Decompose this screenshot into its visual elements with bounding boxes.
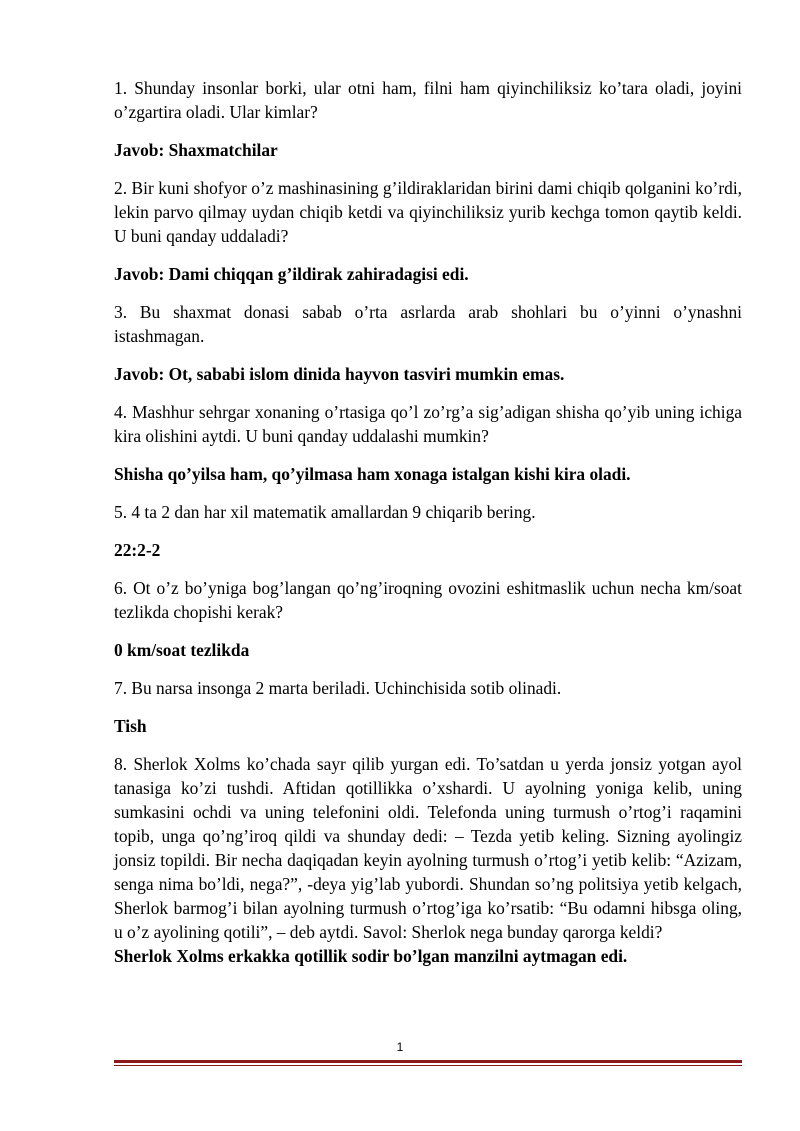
answer-8: Sherlok Xolms erkakka qotillik sodir bo’lgan manzilni aytmagan edi.: [114, 946, 628, 966]
document-body: [114, 76, 742, 968]
answer-3: Javob: Ot, sababi islom dinida hayvon tasviri mumkin emas.: [114, 364, 565, 384]
answer-5: 22:2-2: [114, 540, 161, 560]
answer-6: 0 km/soat tezlikda: [114, 640, 250, 660]
paragraph-q5: 5. 4 ta 2 dan har xil matematik amallardan 9 chiqarib bering.: [114, 502, 536, 522]
answer-4: Shisha qo’yilsa ham, qo’yilmasa ham xonaga istalgan kishi kira oladi.: [114, 464, 631, 484]
paragraph-q6: 6. Ot o’z bo’yniga bog’langan qo’ng’iroqning ovozini eshitmaslik uchun necha km/soat tezlikda chopishi kerak?: [114, 578, 742, 622]
page-number: 1: [396, 1040, 404, 1054]
paragraph-q8: 8. Sherlok Xolms ko’chada sayr qilib yurgan edi. To’satdan u yerda jonsiz yotgan ayol tanasiga ko’zi tushdi. Aftidan qotillikka o’xshardi. U ayolning yoniga kelib, uning sumkasini ochdi va uning telefonini oldi. Telefonda uning turmush o’rtog’i raqamini topib, unga qo’ng’iroq qildi va shunday dedi: – Tezda yetib keling. Sizning ayolingiz jonsiz topildi. Bir necha daqiqadan keyin ayolning turmush o’rtog’i yetib kelib: “Azizam, senga nima bo’ldi, nega?”, -deya yig’lab yubordi. Shundan so’ng politsiya yetib kelgach, Sherlok barmog’i bilan ayolning turmush o’rtog’iga ko’rsatib: “Bu odamni hibsga oling, u o’z ayolining qotili”, – deb aytdi. Savol: Sherlok nega bunday qarorga keldi?: [114, 754, 742, 942]
paragraph-q2: 2. Bir kuni shofyor o’z mashinasining g’ildiraklaridan birini dami chiqib qolganini ko’rdi, lekin parvo qilmay uydan chiqib ketdi va qiyinchiliksiz yurib kechga tomon qaytib keldi. U buni qanday uddaladi?: [114, 178, 742, 246]
paragraph-q3: 3. Bu shaxmat donasi sabab o’rta asrlarda arab shohlari bu o’yinni o’ynashni istashmagan.: [114, 302, 742, 346]
paragraph-q4: 4. Mashhur sehrgar xonaning o’rtasiga qo’l zo’rg’a sig’adigan shisha qo’yib uning ichiga kira olishini aytdi. U buni qanday uddalashi mumkin?: [114, 402, 742, 446]
paragraph-q7: 7. Bu narsa insonga 2 marta beriladi. Uchinchisida sotib olinadi.: [114, 678, 562, 698]
answer-7: Tish: [114, 716, 147, 736]
answer-2: Javob: Dami chiqqan g’ildirak zahiradagisi edi.: [114, 264, 469, 284]
footer-rule-thick: [114, 1060, 742, 1063]
footer-rule-thin: [114, 1065, 742, 1066]
answer-1: Javob: Shaxmatchilar: [114, 140, 278, 160]
paragraph-q1: 1. Shunday insonlar borki, ular otni ham, filni ham qiyinchiliksiz ko’tara oladi, joyini o’zgartira oladi. Ular kimlar?: [114, 78, 742, 122]
